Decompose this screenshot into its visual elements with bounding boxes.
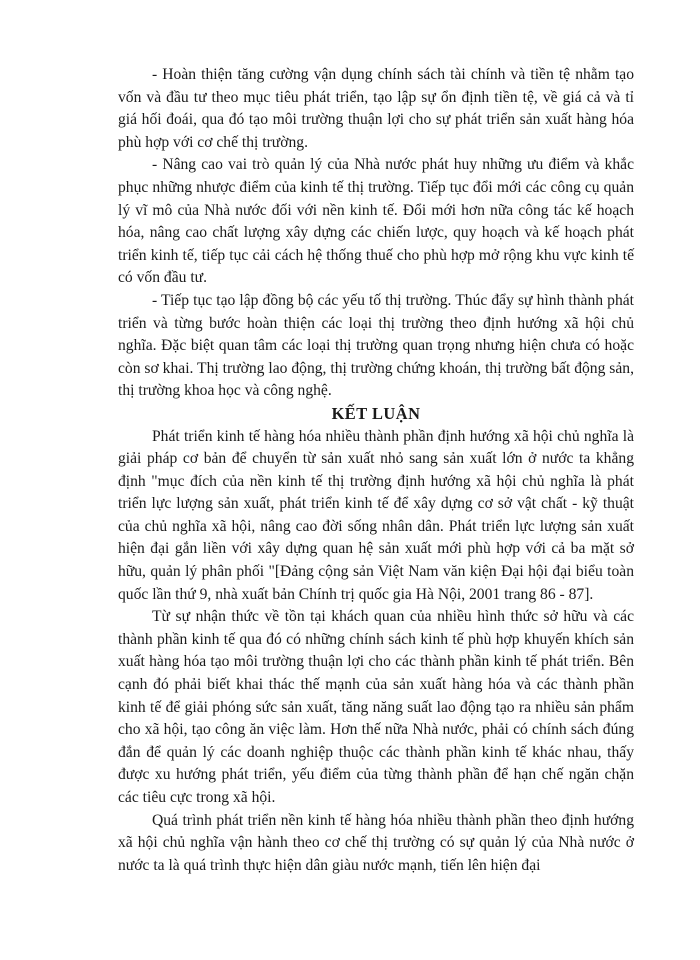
paragraph-state-management: - Nâng cao vai trò quản lý của Nhà nước phát huy những ưu điểm và khắc phục những nhược điểm của kinh tế thị trường. Tiếp tục đổi mới các công cụ quản lý vĩ mô của Nhà nước đối với nền kinh tế. Đổi mới hơn nữa công tác kế hoạch hóa, nâng cao chất lượng xây dựng các chiến lược, quy hoạch và kế hoạch phát triển kinh tế, tiếp tục cải cách hệ thống thuế cho phù hợp mở rộng khu vực kinh tế có vốn đầu tư. [118, 156, 634, 287]
section-title-conclusion: KẾT LUẬN [331, 403, 421, 423]
paragraph-conclusion-3: Quá trình phát triển nền kinh tế hàng hóa nhiều thành phần theo định hướng xã hội chủ nghĩa vận hành theo cơ chế thị trường có sự quản lý của Nhà nước ở nước ta là quá trình thực hiện dân giàu nước mạnh, tiến lên hiện đại [118, 811, 634, 874]
paragraph-conclusion-2: Từ sự nhận thức về tồn tại khách quan của nhiều hình thức sở hữu và các thành phần kinh tế qua đó có những chính sách kinh tế phù hợp khuyến khích sản xuất hàng hóa tạo môi trường thuận lợi cho các thành phần kinh tế phát triển. Bên cạnh đó phải biết khai thác thế mạnh của sản xuất hàng hóa và các thành phần kinh tế để giải phóng sức sản xuất, tăng năng suất lao động tạo ra nhiều sản phẩm cho xã hội, tạo công ăn việc làm. Hơn thế nữa Nhà nước, phải có chính sách đúng đắn để quản lý các doanh nghiệp thuộc các thành phần kinh tế khác nhau, thấy được xu hướng phát triển, yếu điểm của từng thành phần để hạn chế ngăn chặn các tiêu cực trong xã hội. [118, 608, 634, 806]
paragraph-market-factors: - Tiếp tục tạo lập đồng bộ các yếu tố thị trường. Thúc đẩy sự hình thành phát triển và từng bước hoàn thiện các loại thị trường theo định hướng xã hội chủ nghĩa. Đặc biệt quan tâm các loại thị trường quan trọng nhưng hiện chưa có hoặc còn sơ khai. Thị trường lao động, thị trường chứng khoán, thị trường bất động sản, thị trường khoa học và công nghệ. [118, 291, 634, 400]
paragraph-conclusion-1: Phát triển kinh tế hàng hóa nhiều thành phần định hướng xã hội chủ nghĩa là giải pháp cơ bản để chuyển từ sản xuất nhỏ sang sản xuất lớn ở nước ta khẳng định "mục đích của nền kinh tế thị trường định hướng xã hội chủ nghĩa là phát triển lực lượng sản xuất, phát triển kinh tế để xây dựng cơ sở vật chất - kỹ thuật của chủ nghĩa xã hội, nâng cao đời sống nhân dân. Phát triển lực lượng sản xuất hiện đại gắn liền với xây dựng quan hệ sản xuất mới phù hợp với cả ba mặt sở hữu, quản lý phân phối "[Đảng cộng sản Việt Nam văn kiện Đại hội đại biểu toàn quốc lần thứ 9, nhà xuất bản Chính trị quốc gia Hà Nội, 2001 trang 86 - 87]. [118, 427, 634, 603]
paragraph-finance-policy: - Hoàn thiện tăng cường vận dụng chính sách tài chính và tiền tệ nhằm tạo vốn và đầu tư theo mục tiêu phát triển, tạo lập sự ổn định tiền tệ, về giá cả và tỉ giá hối đoái, qua đó tạo môi trường thuận lợi cho sự phát triển sản xuất hàng hóa phù hợp với cơ chế thị trường. [118, 66, 634, 151]
document-body [118, 64, 634, 877]
